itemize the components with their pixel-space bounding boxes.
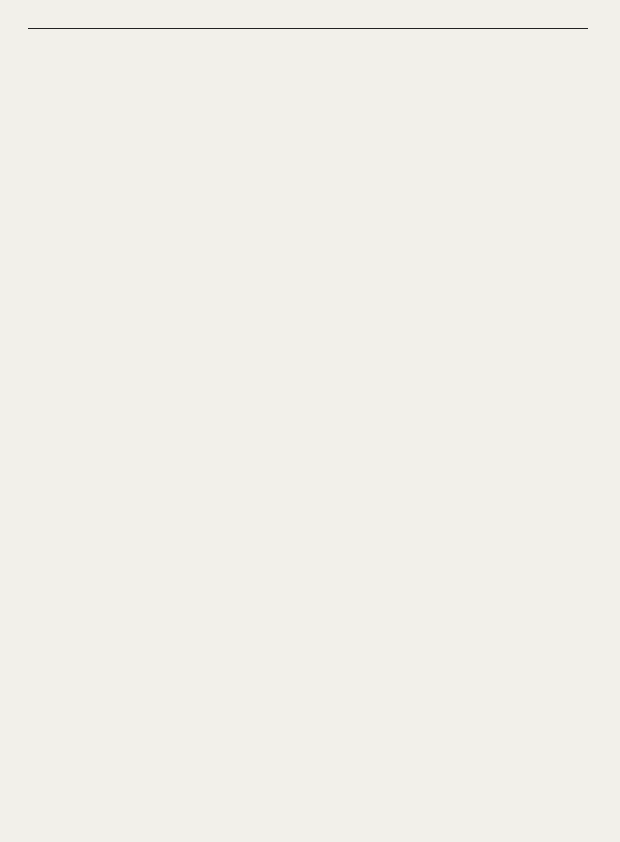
column-middle [222, 80, 397, 835]
masthead-rule [28, 28, 588, 29]
column-right [411, 80, 586, 835]
column-left [33, 80, 208, 835]
